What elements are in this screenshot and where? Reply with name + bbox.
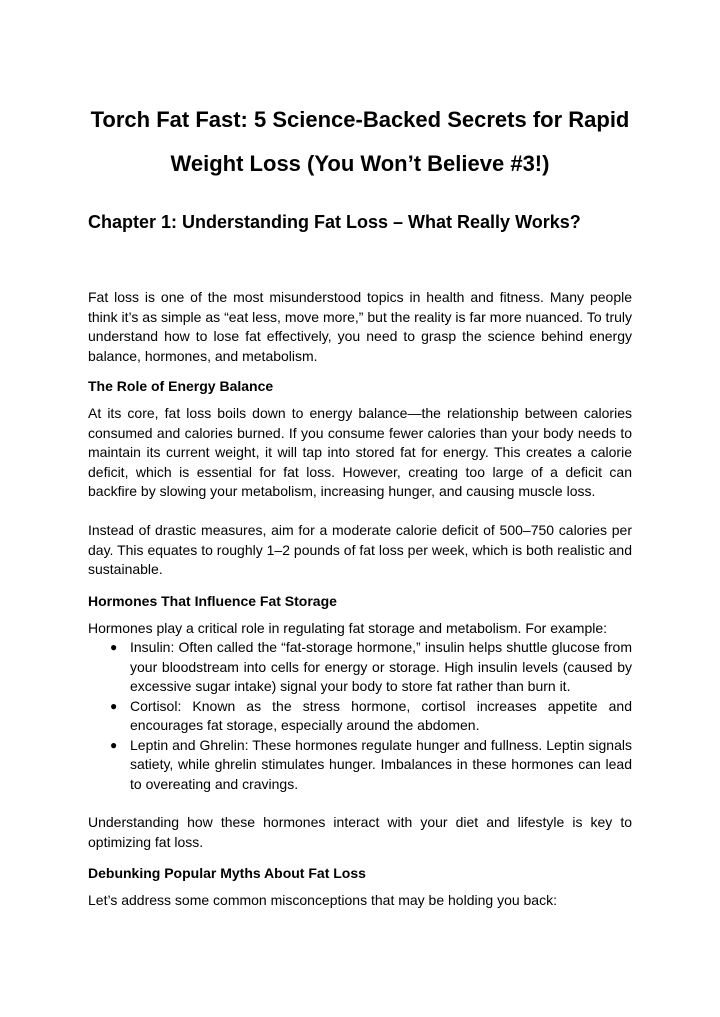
list-item-text: Leptin and Ghrelin: These hormones regulate hunger and fullness. Leptin signals satiety, while ghrelin stimulates hunger. Imbalances in these hormones can lead to overeating and cravings. [130, 736, 632, 792]
chapter-heading: Chapter 1: Understanding Fat Loss – What Really Works? [88, 212, 581, 232]
hormones-outro: Understanding how these hormones interact with your diet and lifestyle is key to optimizing fat loss. [88, 814, 632, 850]
list-item [88, 697, 632, 736]
hormone-list [88, 638, 632, 794]
myths-heading: Debunking Popular Myths About Fat Loss [88, 865, 366, 881]
energy-balance-heading: The Role of Energy Balance [88, 378, 274, 394]
list-item-text: Insulin: Often called the “fat-storage hormone,” insulin helps shuttle glucose from your bloodstream into cells for energy or storage. High insulin levels (caused by excessive sugar intake) signal your body to store fat rather than burn it. [130, 639, 632, 694]
bullet-icon: ● [110, 737, 118, 752]
hormones-heading: Hormones That Influence Fat Storage [88, 593, 337, 609]
hormones-intro: Hormones play a critical role in regulating fat storage and metabolism. For example: [88, 620, 608, 636]
myths-intro: Let’s address some common misconceptions that may be holding you back: [88, 892, 557, 908]
list-item [88, 736, 632, 795]
bullet-icon: ● [110, 640, 118, 654]
list-item [88, 638, 632, 697]
list-item-text: Cortisol: Known as the stress hormone, cortisol increases appetite and encourages fat storage, especially around the abdomen. [130, 697, 632, 733]
energy-balance-paragraph: At its core, fat loss boils down to energy balance—the relationship between calories consumed and calories burned. If you consume fewer calories than your body needs to maintain its current weight, it will tap into stored fat for energy. This creates a calorie deficit, which is essential for fat loss. However, creating too large of a deficit can backfire by slowing your metabolism, increasing hunger, and causing muscle loss. [88, 405, 632, 499]
calorie-deficit-paragraph: Instead of drastic measures, aim for a moderate calorie deficit of 500–750 calories per day. This equates to roughly 1–2 pounds of fat loss per week, which is both realistic and sustainable. [88, 522, 632, 577]
document-title: Torch Fat Fast: 5 Science-Backed Secrets for Rapid Weight Loss (You Won’t Believe #3!) [90, 107, 630, 176]
intro-paragraph: Fat loss is one of the most misunderstood topics in health and fitness. Many people think it’s as simple as “eat less, move more,” but the reality is far more nuanced. To truly understand how to lose fat effectively, you need to grasp the science behind energy balance, hormones, and metabolism. [88, 289, 632, 364]
bullet-icon: ● [110, 698, 118, 713]
